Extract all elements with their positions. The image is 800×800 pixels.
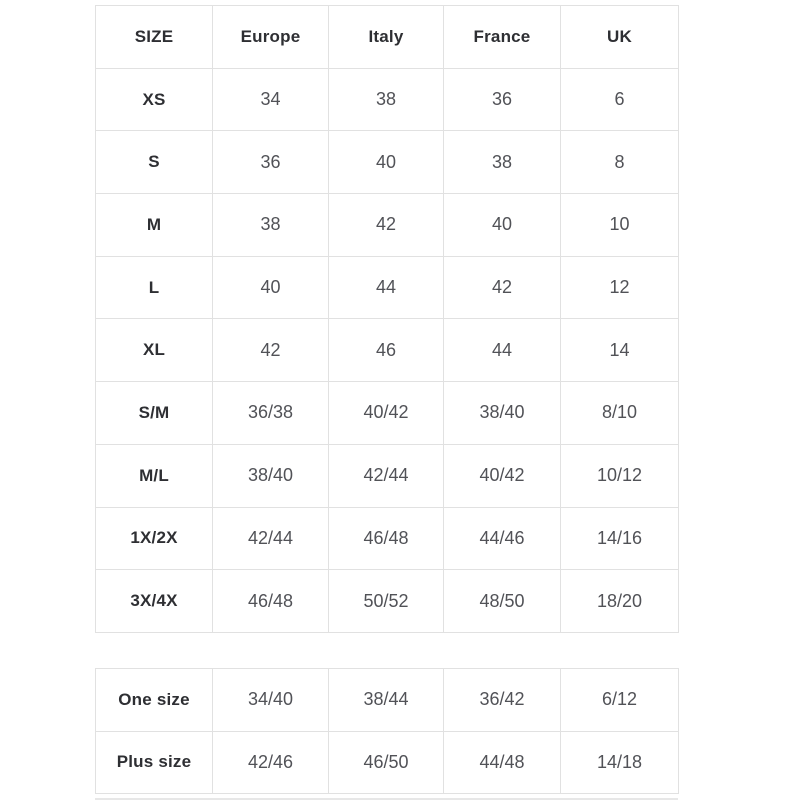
table-cell: 48/50: [444, 570, 561, 633]
table-cell: 36/38: [213, 382, 329, 445]
table-cell: 40: [444, 194, 561, 257]
special-sizes-table: [95, 668, 679, 794]
row-label: 1X/2X: [96, 507, 213, 570]
table-cell: 42/46: [213, 731, 329, 794]
table-cell: 44: [444, 319, 561, 382]
table-cell: 46/48: [213, 570, 329, 633]
column-header-france: France: [444, 6, 561, 69]
table-row: [96, 444, 679, 507]
table-cell: 42/44: [329, 444, 444, 507]
table-cell: 36/42: [444, 668, 561, 731]
table-cell: 34/40: [213, 668, 329, 731]
table-cell: 38/40: [444, 382, 561, 445]
table-cell: 10: [561, 194, 679, 257]
table-cell: 42: [213, 319, 329, 382]
table-cell: 12: [561, 256, 679, 319]
table-cell: 8: [561, 131, 679, 194]
table-cell: 14: [561, 319, 679, 382]
table-row: [96, 570, 679, 633]
table-cell: 10/12: [561, 444, 679, 507]
table-cell: 40/42: [329, 382, 444, 445]
table-row: [96, 507, 679, 570]
table-row: [96, 382, 679, 445]
table-cell: 34: [213, 68, 329, 131]
table-cell: 38/40: [213, 444, 329, 507]
table-cell: 6: [561, 68, 679, 131]
row-label: Plus size: [96, 731, 213, 794]
column-header-size: SIZE: [96, 6, 213, 69]
column-header-europe: Europe: [213, 6, 329, 69]
table-cell: 50/52: [329, 570, 444, 633]
table-cell: 42: [444, 256, 561, 319]
row-label: M: [96, 194, 213, 257]
row-label: XL: [96, 319, 213, 382]
table-cell: 36: [444, 68, 561, 131]
table-cell: 42/44: [213, 507, 329, 570]
table-cell: 40: [213, 256, 329, 319]
size-conversion-table: [95, 5, 679, 633]
table-row: [96, 256, 679, 319]
table-cell: 14/16: [561, 507, 679, 570]
table-cell: 14/18: [561, 731, 679, 794]
table-cell: 44/46: [444, 507, 561, 570]
table-cell: 38: [213, 194, 329, 257]
column-header-uk: UK: [561, 6, 679, 69]
row-label: S: [96, 131, 213, 194]
table-cell: 40: [329, 131, 444, 194]
table-cell: 8/10: [561, 382, 679, 445]
table-row: [96, 194, 679, 257]
column-header-italy: Italy: [329, 6, 444, 69]
table-cell: 46/50: [329, 731, 444, 794]
table-row: [96, 68, 679, 131]
row-label: XS: [96, 68, 213, 131]
row-label: M/L: [96, 444, 213, 507]
table-cell: 46: [329, 319, 444, 382]
table-cell: 46/48: [329, 507, 444, 570]
table-cell: 44/48: [444, 731, 561, 794]
table-row: [96, 131, 679, 194]
row-label: One size: [96, 668, 213, 731]
table-row: [96, 319, 679, 382]
table-cell: 36: [213, 131, 329, 194]
table-cell: 42: [329, 194, 444, 257]
row-label: 3X/4X: [96, 570, 213, 633]
table-cell: 38: [444, 131, 561, 194]
table-header-row: [96, 6, 679, 69]
row-label: S/M: [96, 382, 213, 445]
table-row: [96, 731, 679, 794]
table-cell: 18/20: [561, 570, 679, 633]
table-cell: 44: [329, 256, 444, 319]
table-row: [96, 668, 679, 731]
row-label: L: [96, 256, 213, 319]
table-cell: 6/12: [561, 668, 679, 731]
table-cell: 38: [329, 68, 444, 131]
table-cell: 40/42: [444, 444, 561, 507]
table-cell: 38/44: [329, 668, 444, 731]
